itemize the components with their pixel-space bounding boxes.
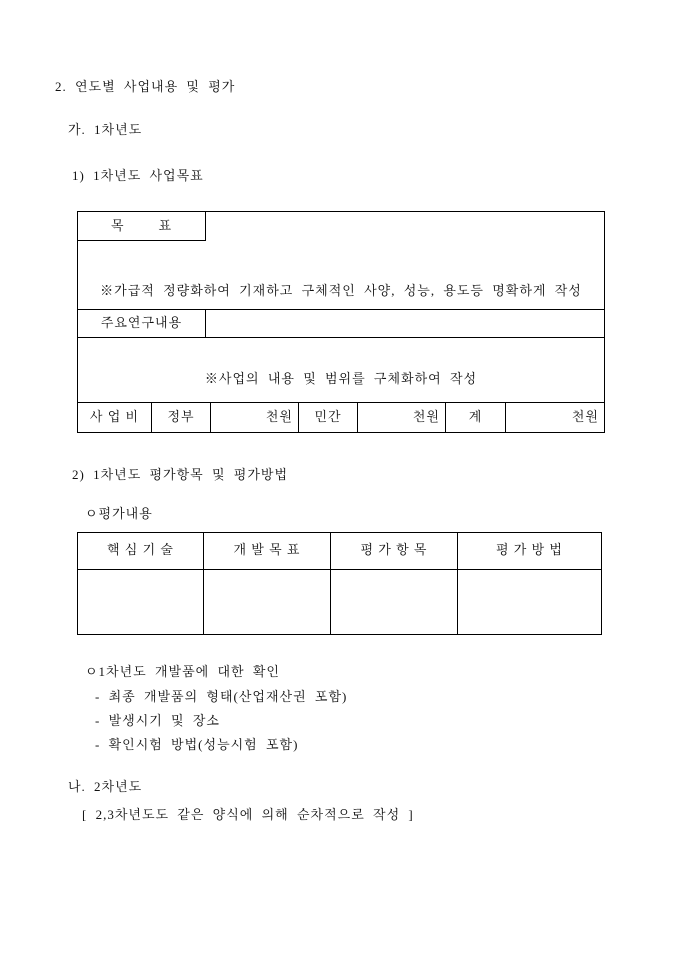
goal-instruction-note: ※가급적 정량화하여 기재하고 구체적인 사양, 성능, 용도등 명확하게 작성 — [100, 283, 582, 298]
item1-goal-heading: 1) 1차년도 사업목표 — [72, 168, 204, 183]
section-heading: 2. 연도별 사업내용 및 평가 — [55, 79, 236, 94]
header-evaluation-item: 평 가 항 목 — [331, 533, 458, 569]
goal-row — [78, 212, 604, 309]
business-goal-table — [77, 211, 605, 433]
item2-evaluation-heading: 2) 1차년도 평가항목 및 평가방법 — [72, 467, 289, 482]
confirm-bullet: ㅇ1차년도 개발품에 대한 확인 — [85, 664, 280, 679]
goal-label-cell: 목 표 — [78, 212, 206, 241]
budget-gov-amount-cell[interactable]: 천원 — [211, 403, 299, 432]
budget-gov-label-cell: 정부 — [152, 403, 211, 432]
subsection-year1-heading: 가. 1차년도 — [68, 122, 143, 137]
confirm-item-final-form: - 최종 개발품의 형태(산업재산권 포함) — [95, 689, 348, 704]
header-evaluation-method: 평 가 방 법 — [496, 542, 563, 557]
evaluation-table — [77, 532, 602, 635]
bracket-instruction-note: [ 2,3차년도도 같은 양식에 의해 순차적으로 작성 ] — [82, 807, 414, 822]
cell-evaluation-item[interactable] — [331, 570, 458, 634]
confirm-item-test-method: - 확인시험 방법(성능시험 포함) — [95, 737, 299, 752]
evaluation-table-header-row — [78, 533, 601, 569]
scope-instruction-note: ※사업의 내용 및 범위를 구체화하여 작성 — [204, 370, 478, 386]
research-content-row — [78, 309, 604, 337]
budget-row — [78, 402, 604, 432]
budget-private-amount-cell[interactable]: 천원 — [358, 403, 446, 432]
research-label-cell: 주요연구내용 — [78, 310, 206, 337]
confirm-item-time-place: - 발생시기 및 장소 — [95, 713, 220, 728]
budget-label-cell: 사 업 비 — [78, 403, 152, 432]
cell-evaluation-method[interactable] — [458, 570, 601, 634]
research-value-cell[interactable] — [206, 310, 604, 337]
evaluation-content-bullet: ㅇ평가내용 — [85, 506, 153, 521]
evaluation-table-body-row — [78, 569, 601, 634]
cell-core-technology[interactable] — [78, 570, 204, 634]
budget-private-label-cell: 민간 — [299, 403, 358, 432]
budget-total-label-cell: 계 — [446, 403, 506, 432]
header-development-goal: 개 발 목 표 — [204, 533, 331, 569]
subsection-year2-heading: 나. 2차년도 — [68, 779, 143, 794]
scope-note-row — [78, 337, 604, 402]
budget-total-amount-cell[interactable]: 천원 — [571, 409, 599, 424]
cell-development-goal[interactable] — [204, 570, 331, 634]
header-core-technology: 핵 심 기 술 — [78, 533, 204, 569]
